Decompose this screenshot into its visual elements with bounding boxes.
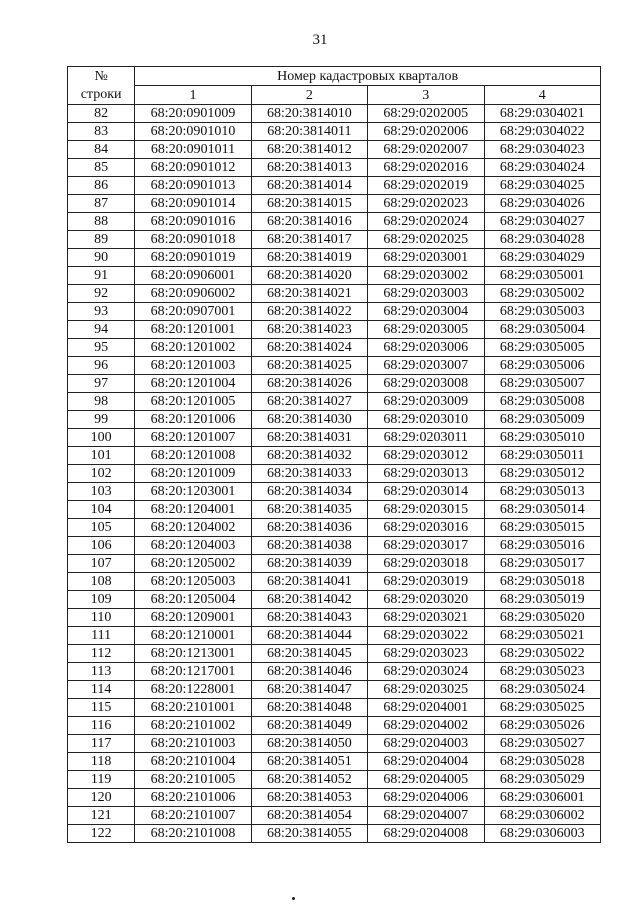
cadastral-number-cell: 68:29:0305004 xyxy=(484,321,600,339)
header-row-bottom xyxy=(68,86,601,105)
cadastral-number-cell: 68:29:0304022 xyxy=(484,123,600,141)
column-header-1: 1 xyxy=(135,86,251,105)
cadastral-number-cell: 68:29:0304028 xyxy=(484,231,600,249)
cadastral-number-cell: 68:20:3814011 xyxy=(251,123,367,141)
cadastral-number-cell: 68:29:0305027 xyxy=(484,735,600,753)
table-row xyxy=(68,339,601,357)
row-number-cell: 86 xyxy=(68,177,135,195)
row-number-cell: 91 xyxy=(68,267,135,285)
cadastral-number-cell: 68:29:0306003 xyxy=(484,825,600,843)
cadastral-number-cell: 68:20:1201003 xyxy=(135,357,251,375)
cadastral-number-cell: 68:20:1201005 xyxy=(135,393,251,411)
table-row xyxy=(68,663,601,681)
row-number-cell: 113 xyxy=(68,663,135,681)
cadastral-number-cell: 68:20:2101005 xyxy=(135,771,251,789)
cadastral-number-cell: 68:20:0906002 xyxy=(135,285,251,303)
row-number-cell: 121 xyxy=(68,807,135,825)
cadastral-number-cell: 68:29:0203001 xyxy=(368,249,484,267)
table-row xyxy=(68,717,601,735)
cadastral-number-cell: 68:20:3814027 xyxy=(251,393,367,411)
cadastral-number-cell: 68:29:0306002 xyxy=(484,807,600,825)
table-row xyxy=(68,591,601,609)
cadastral-number-cell: 68:29:0204008 xyxy=(368,825,484,843)
cadastral-quarters-table xyxy=(67,66,601,843)
table-row xyxy=(68,285,601,303)
cadastral-number-cell: 68:20:2101002 xyxy=(135,717,251,735)
cadastral-number-cell: 68:29:0203015 xyxy=(368,501,484,519)
table-row xyxy=(68,447,601,465)
cadastral-number-cell: 68:29:0305013 xyxy=(484,483,600,501)
cadastral-number-cell: 68:20:2101006 xyxy=(135,789,251,807)
cadastral-number-cell: 68:20:2101008 xyxy=(135,825,251,843)
cadastral-number-cell: 68:20:3814012 xyxy=(251,141,367,159)
cadastral-number-cell: 68:20:0901016 xyxy=(135,213,251,231)
header-row-top xyxy=(68,67,601,86)
cadastral-number-cell: 68:29:0202007 xyxy=(368,141,484,159)
cadastral-number-cell: 68:20:3814038 xyxy=(251,537,367,555)
cadastral-number-cell: 68:29:0203022 xyxy=(368,627,484,645)
cadastral-number-cell: 68:20:1201007 xyxy=(135,429,251,447)
cadastral-number-cell: 68:29:0203016 xyxy=(368,519,484,537)
cadastral-number-cell: 68:20:3814019 xyxy=(251,249,367,267)
row-number-cell: 122 xyxy=(68,825,135,843)
cadastral-number-cell: 68:29:0304025 xyxy=(484,177,600,195)
table-row xyxy=(68,465,601,483)
row-number-cell: 102 xyxy=(68,465,135,483)
cadastral-number-cell: 68:20:1201006 xyxy=(135,411,251,429)
cadastral-number-cell: 68:20:3814033 xyxy=(251,465,367,483)
table-row xyxy=(68,735,601,753)
cadastral-number-cell: 68:20:0901010 xyxy=(135,123,251,141)
cadastral-number-cell: 68:29:0203014 xyxy=(368,483,484,501)
row-number-cell: 112 xyxy=(68,645,135,663)
scan-dot xyxy=(292,897,295,900)
cadastral-number-cell: 68:29:0202005 xyxy=(368,105,484,123)
row-number-cell: 96 xyxy=(68,357,135,375)
cadastral-number-cell: 68:20:1201008 xyxy=(135,447,251,465)
row-number-cell: 105 xyxy=(68,519,135,537)
table-row xyxy=(68,537,601,555)
row-number-cell: 106 xyxy=(68,537,135,555)
cadastral-number-cell: 68:29:0204005 xyxy=(368,771,484,789)
table-body xyxy=(68,105,601,843)
row-number-cell: 88 xyxy=(68,213,135,231)
cadastral-number-cell: 68:20:1213001 xyxy=(135,645,251,663)
table-row xyxy=(68,411,601,429)
cadastral-number-cell: 68:20:3814032 xyxy=(251,447,367,465)
cadastral-number-cell: 68:29:0305012 xyxy=(484,465,600,483)
cadastral-number-cell: 68:20:0907001 xyxy=(135,303,251,321)
row-number-cell: 103 xyxy=(68,483,135,501)
cadastral-number-cell: 68:20:3814039 xyxy=(251,555,367,573)
cadastral-number-cell: 68:20:3814055 xyxy=(251,825,367,843)
row-number-cell: 109 xyxy=(68,591,135,609)
cadastral-number-cell: 68:20:3814035 xyxy=(251,501,367,519)
cadastral-number-cell: 68:20:3814025 xyxy=(251,357,367,375)
cadastral-number-cell: 68:20:0901014 xyxy=(135,195,251,213)
cadastral-number-cell: 68:29:0304021 xyxy=(484,105,600,123)
row-number-cell: 117 xyxy=(68,735,135,753)
row-number-cell: 100 xyxy=(68,429,135,447)
table-row xyxy=(68,249,601,267)
column-header-4: 4 xyxy=(484,86,600,105)
cadastral-number-cell: 68:29:0203018 xyxy=(368,555,484,573)
page-number: 31 xyxy=(312,32,328,48)
cadastral-number-cell: 68:29:0203024 xyxy=(368,663,484,681)
cadastral-number-cell: 68:29:0305018 xyxy=(484,573,600,591)
cadastral-number-cell: 68:20:3814020 xyxy=(251,267,367,285)
cadastral-number-cell: 68:29:0203021 xyxy=(368,609,484,627)
row-number-cell: 85 xyxy=(68,159,135,177)
row-number-cell: 120 xyxy=(68,789,135,807)
table-row xyxy=(68,825,601,843)
table-row xyxy=(68,681,601,699)
table-row xyxy=(68,123,601,141)
cadastral-number-cell: 68:20:3814015 xyxy=(251,195,367,213)
cadastral-number-cell: 68:20:0901019 xyxy=(135,249,251,267)
row-number-cell: 84 xyxy=(68,141,135,159)
cadastral-number-cell: 68:29:0305007 xyxy=(484,375,600,393)
table-row xyxy=(68,573,601,591)
cadastral-number-cell: 68:29:0204001 xyxy=(368,699,484,717)
cadastral-number-cell: 68:29:0204003 xyxy=(368,735,484,753)
cadastral-number-cell: 68:20:1203001 xyxy=(135,483,251,501)
cadastral-number-cell: 68:29:0304026 xyxy=(484,195,600,213)
cadastral-number-cell: 68:29:0203008 xyxy=(368,375,484,393)
cadastral-number-cell: 68:29:0305021 xyxy=(484,627,600,645)
cadastral-number-cell: 68:20:1228001 xyxy=(135,681,251,699)
cadastral-number-cell: 68:29:0203011 xyxy=(368,429,484,447)
row-number-cell: 110 xyxy=(68,609,135,627)
cadastral-number-cell: 68:20:0901009 xyxy=(135,105,251,123)
cadastral-number-cell: 68:29:0305019 xyxy=(484,591,600,609)
cadastral-number-cell: 68:20:0906001 xyxy=(135,267,251,285)
cadastral-number-cell: 68:29:0305026 xyxy=(484,717,600,735)
cadastral-number-cell: 68:29:0305005 xyxy=(484,339,600,357)
row-number-cell: 89 xyxy=(68,231,135,249)
cadastral-number-cell: 68:20:3814022 xyxy=(251,303,367,321)
table-row xyxy=(68,375,601,393)
cadastral-number-cell: 68:20:0901011 xyxy=(135,141,251,159)
row-number-label-top: № xyxy=(68,67,135,86)
row-number-cell: 101 xyxy=(68,447,135,465)
row-number-cell: 98 xyxy=(68,393,135,411)
cadastral-number-cell: 68:29:0305017 xyxy=(484,555,600,573)
row-number-cell: 115 xyxy=(68,699,135,717)
cadastral-number-cell: 68:29:0203006 xyxy=(368,339,484,357)
cadastral-number-cell: 68:20:1201001 xyxy=(135,321,251,339)
cadastral-number-cell: 68:29:0203012 xyxy=(368,447,484,465)
row-number-cell: 108 xyxy=(68,573,135,591)
cadastral-number-cell: 68:20:3814041 xyxy=(251,573,367,591)
cadastral-number-cell: 68:29:0203009 xyxy=(368,393,484,411)
row-number-cell: 104 xyxy=(68,501,135,519)
cadastral-number-cell: 68:29:0305014 xyxy=(484,501,600,519)
cadastral-number-cell: 68:20:3814051 xyxy=(251,753,367,771)
cadastral-number-cell: 68:20:3814047 xyxy=(251,681,367,699)
cadastral-number-cell: 68:29:0305025 xyxy=(484,699,600,717)
table-row xyxy=(68,195,601,213)
cadastral-number-cell: 68:29:0305010 xyxy=(484,429,600,447)
cadastral-number-cell: 68:29:0202019 xyxy=(368,177,484,195)
cadastral-number-cell: 68:29:0204007 xyxy=(368,807,484,825)
cadastral-number-cell: 68:29:0304023 xyxy=(484,141,600,159)
cadastral-number-cell: 68:20:1201002 xyxy=(135,339,251,357)
row-number-cell: 118 xyxy=(68,753,135,771)
row-number-cell: 82 xyxy=(68,105,135,123)
cadastral-number-cell: 68:20:1210001 xyxy=(135,627,251,645)
cadastral-number-cell: 68:20:1204003 xyxy=(135,537,251,555)
cadastral-number-cell: 68:20:3814054 xyxy=(251,807,367,825)
row-number-cell: 94 xyxy=(68,321,135,339)
group-title: Номер кадастровых кварталов xyxy=(135,67,601,86)
cadastral-number-cell: 68:29:0203025 xyxy=(368,681,484,699)
table-row xyxy=(68,807,601,825)
row-number-cell: 114 xyxy=(68,681,135,699)
cadastral-number-cell: 68:20:3814053 xyxy=(251,789,367,807)
table-row xyxy=(68,753,601,771)
row-number-cell: 95 xyxy=(68,339,135,357)
cadastral-number-cell: 68:29:0202025 xyxy=(368,231,484,249)
cadastral-number-cell: 68:20:3814026 xyxy=(251,375,367,393)
cadastral-number-cell: 68:29:0305020 xyxy=(484,609,600,627)
cadastral-number-cell: 68:29:0204004 xyxy=(368,753,484,771)
table-row xyxy=(68,357,601,375)
cadastral-number-cell: 68:20:3814043 xyxy=(251,609,367,627)
cadastral-number-cell: 68:29:0305003 xyxy=(484,303,600,321)
cadastral-number-cell: 68:20:0901013 xyxy=(135,177,251,195)
cadastral-number-cell: 68:20:1205002 xyxy=(135,555,251,573)
cadastral-number-cell: 68:20:2101007 xyxy=(135,807,251,825)
table-row xyxy=(68,267,601,285)
cadastral-number-cell: 68:29:0203003 xyxy=(368,285,484,303)
cadastral-number-cell: 68:20:1201004 xyxy=(135,375,251,393)
table-row xyxy=(68,303,601,321)
table-row xyxy=(68,771,601,789)
cadastral-number-cell: 68:20:3814010 xyxy=(251,105,367,123)
cadastral-number-cell: 68:29:0202023 xyxy=(368,195,484,213)
cadastral-number-cell: 68:20:3814052 xyxy=(251,771,367,789)
cadastral-number-cell: 68:29:0203007 xyxy=(368,357,484,375)
cadastral-number-cell: 68:20:2101004 xyxy=(135,753,251,771)
cadastral-number-cell: 68:29:0305001 xyxy=(484,267,600,285)
cadastral-number-cell: 68:20:3814034 xyxy=(251,483,367,501)
table-row xyxy=(68,483,601,501)
table-row xyxy=(68,177,601,195)
row-number-cell: 83 xyxy=(68,123,135,141)
table-row xyxy=(68,789,601,807)
cadastral-number-cell: 68:29:0203002 xyxy=(368,267,484,285)
cadastral-number-cell: 68:29:0203020 xyxy=(368,591,484,609)
cadastral-number-cell: 68:20:1204002 xyxy=(135,519,251,537)
cadastral-number-cell: 68:29:0202024 xyxy=(368,213,484,231)
cadastral-number-cell: 68:29:0305016 xyxy=(484,537,600,555)
table-row xyxy=(68,231,601,249)
cadastral-number-cell: 68:29:0305022 xyxy=(484,645,600,663)
cadastral-number-cell: 68:29:0203013 xyxy=(368,465,484,483)
row-number-cell: 97 xyxy=(68,375,135,393)
cadastral-number-cell: 68:29:0305006 xyxy=(484,357,600,375)
cadastral-number-cell: 68:20:1205003 xyxy=(135,573,251,591)
cadastral-number-cell: 68:20:1205004 xyxy=(135,591,251,609)
cadastral-number-cell: 68:20:3814049 xyxy=(251,717,367,735)
table-row xyxy=(68,519,601,537)
table-row xyxy=(68,321,601,339)
table-row xyxy=(68,393,601,411)
cadastral-number-cell: 68:29:0305009 xyxy=(484,411,600,429)
table-row xyxy=(68,501,601,519)
cadastral-number-cell: 68:29:0202016 xyxy=(368,159,484,177)
table-header xyxy=(68,67,601,105)
cadastral-number-cell: 68:29:0305011 xyxy=(484,447,600,465)
cadastral-number-cell: 68:20:2101003 xyxy=(135,735,251,753)
cadastral-number-cell: 68:20:3814050 xyxy=(251,735,367,753)
cadastral-number-cell: 68:29:0305015 xyxy=(484,519,600,537)
cadastral-number-cell: 68:20:3814036 xyxy=(251,519,367,537)
cadastral-number-cell: 68:20:0901012 xyxy=(135,159,251,177)
row-number-cell: 92 xyxy=(68,285,135,303)
cadastral-number-cell: 68:29:0203017 xyxy=(368,537,484,555)
cadastral-number-cell: 68:29:0304029 xyxy=(484,249,600,267)
row-number-cell: 90 xyxy=(68,249,135,267)
row-number-cell: 99 xyxy=(68,411,135,429)
cadastral-number-cell: 68:20:3814044 xyxy=(251,627,367,645)
cadastral-number-cell: 68:20:1209001 xyxy=(135,609,251,627)
cadastral-number-cell: 68:20:3814045 xyxy=(251,645,367,663)
cadastral-number-cell: 68:29:0305024 xyxy=(484,681,600,699)
cadastral-number-cell: 68:20:1201009 xyxy=(135,465,251,483)
row-number-cell: 119 xyxy=(68,771,135,789)
cadastral-number-cell: 68:29:0306001 xyxy=(484,789,600,807)
table-row xyxy=(68,609,601,627)
cadastral-number-cell: 68:29:0305023 xyxy=(484,663,600,681)
cadastral-number-cell: 68:20:3814046 xyxy=(251,663,367,681)
column-header-2: 2 xyxy=(251,86,367,105)
cadastral-number-cell: 68:29:0203023 xyxy=(368,645,484,663)
table-row xyxy=(68,213,601,231)
table-row xyxy=(68,159,601,177)
cadastral-number-cell: 68:20:3814021 xyxy=(251,285,367,303)
cadastral-number-cell: 68:20:3814030 xyxy=(251,411,367,429)
table-row xyxy=(68,555,601,573)
row-number-label-bottom: строки xyxy=(68,86,135,105)
column-header-3: 3 xyxy=(368,86,484,105)
cadastral-number-cell: 68:20:3814048 xyxy=(251,699,367,717)
cadastral-number-cell: 68:20:3814016 xyxy=(251,213,367,231)
table-row xyxy=(68,645,601,663)
cadastral-number-cell: 68:20:3814042 xyxy=(251,591,367,609)
cadastral-number-cell: 68:20:1204001 xyxy=(135,501,251,519)
table-row xyxy=(68,105,601,123)
cadastral-number-cell: 68:20:2101001 xyxy=(135,699,251,717)
cadastral-number-cell: 68:20:3814017 xyxy=(251,231,367,249)
cadastral-number-cell: 68:29:0203004 xyxy=(368,303,484,321)
cadastral-number-cell: 68:20:3814014 xyxy=(251,177,367,195)
cadastral-number-cell: 68:20:3814013 xyxy=(251,159,367,177)
table-row xyxy=(68,699,601,717)
cadastral-number-cell: 68:29:0304024 xyxy=(484,159,600,177)
cadastral-number-cell: 68:29:0305029 xyxy=(484,771,600,789)
cadastral-number-cell: 68:29:0305002 xyxy=(484,285,600,303)
cadastral-number-cell: 68:29:0203019 xyxy=(368,573,484,591)
cadastral-number-cell: 68:29:0203010 xyxy=(368,411,484,429)
row-number-cell: 111 xyxy=(68,627,135,645)
table-row xyxy=(68,429,601,447)
row-number-cell: 87 xyxy=(68,195,135,213)
cadastral-number-cell: 68:20:1217001 xyxy=(135,663,251,681)
row-number-cell: 107 xyxy=(68,555,135,573)
table-row xyxy=(68,141,601,159)
row-number-cell: 93 xyxy=(68,303,135,321)
cadastral-number-cell: 68:20:3814031 xyxy=(251,429,367,447)
table-row xyxy=(68,627,601,645)
cadastral-number-cell: 68:29:0304027 xyxy=(484,213,600,231)
row-number-cell: 116 xyxy=(68,717,135,735)
cadastral-number-cell: 68:20:3814024 xyxy=(251,339,367,357)
cadastral-number-cell: 68:29:0204006 xyxy=(368,789,484,807)
cadastral-number-cell: 68:20:0901018 xyxy=(135,231,251,249)
cadastral-number-cell: 68:29:0305008 xyxy=(484,393,600,411)
cadastral-number-cell: 68:29:0202006 xyxy=(368,123,484,141)
cadastral-number-cell: 68:29:0204002 xyxy=(368,717,484,735)
cadastral-number-cell: 68:29:0203005 xyxy=(368,321,484,339)
cadastral-number-cell: 68:29:0305028 xyxy=(484,753,600,771)
cadastral-number-cell: 68:20:3814023 xyxy=(251,321,367,339)
